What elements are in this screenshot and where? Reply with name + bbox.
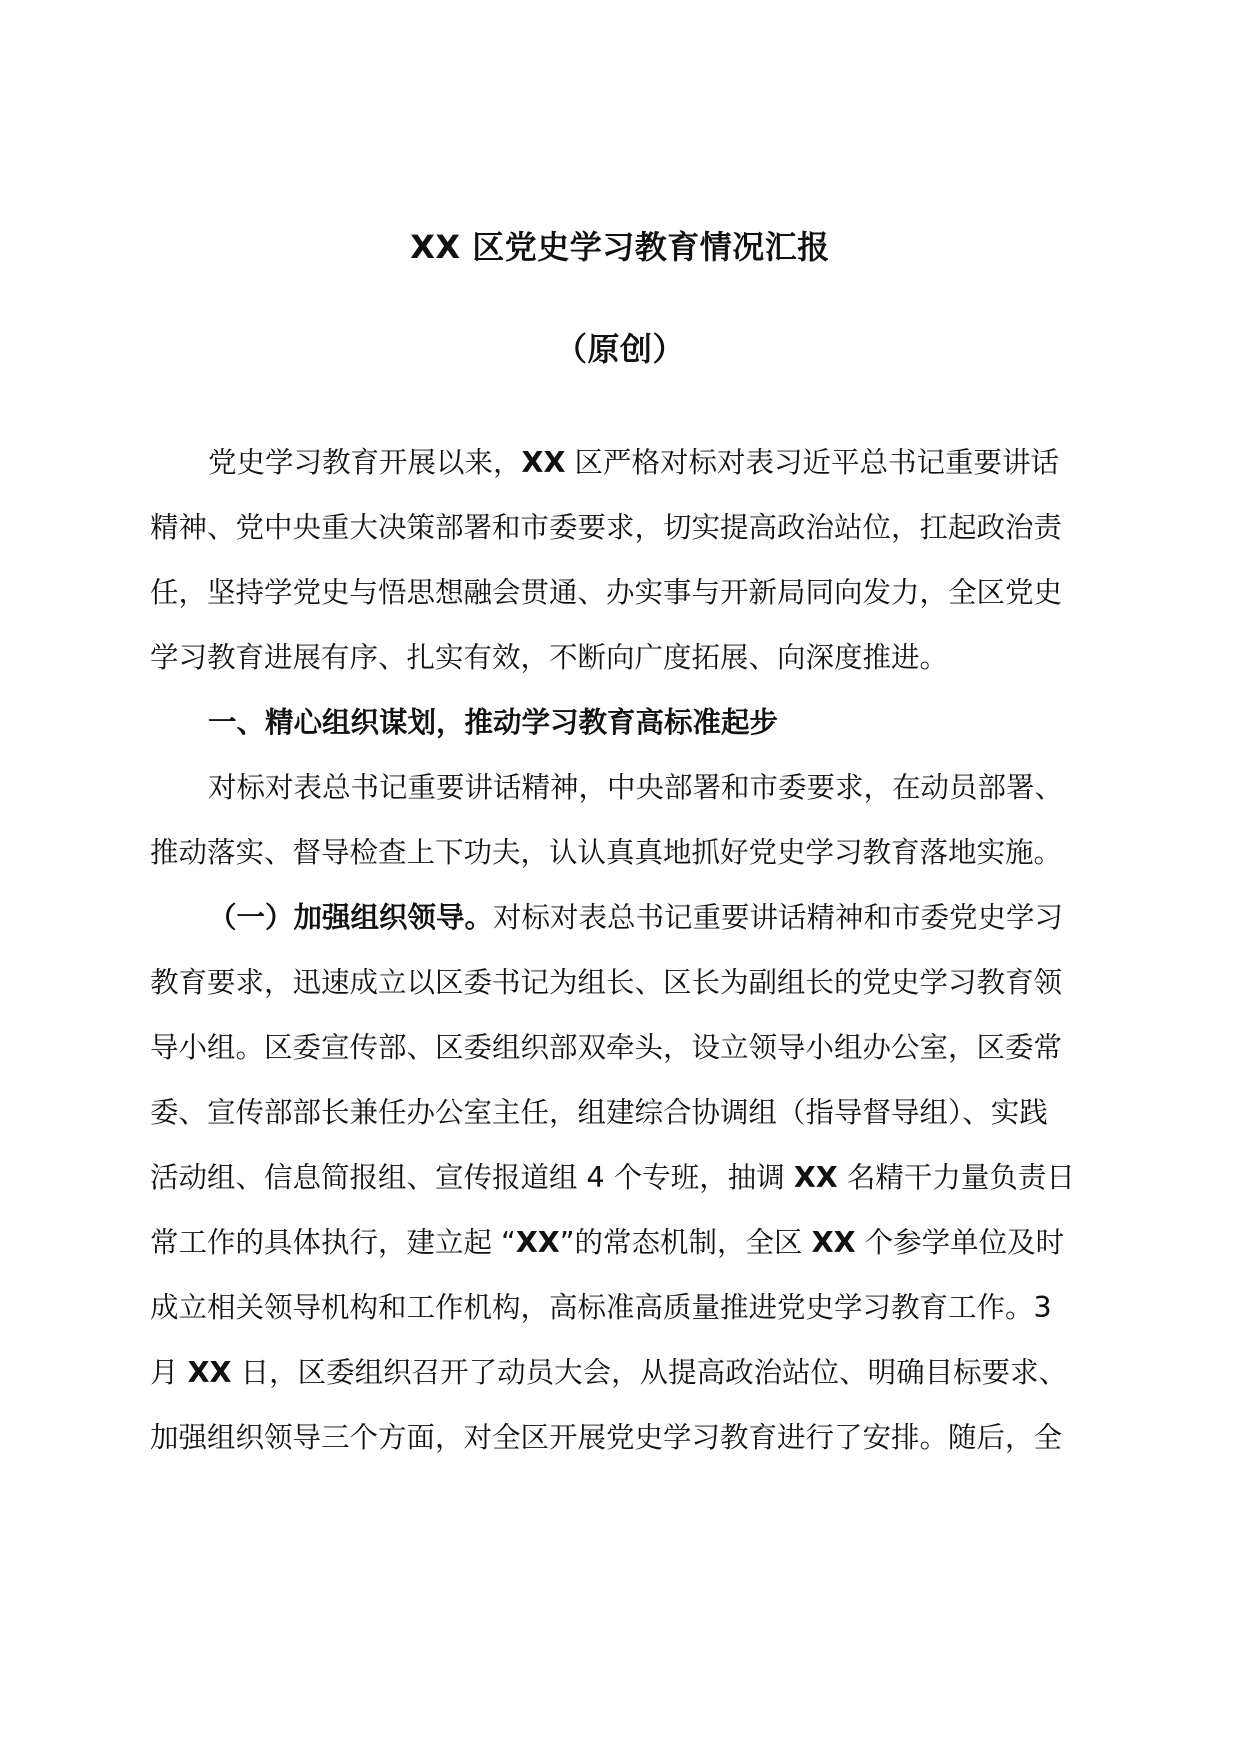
document-title: XX 区党史学习教育情况汇报: [410, 228, 830, 266]
text-segment: 区严格对标对表习近平总书记重要讲话: [565, 446, 1060, 479]
bold-text-segment: （一）加强组织领导。: [208, 901, 494, 934]
text-segment: 学习教育进展有序、扎实有效，不断向广度拓展、向深度推进。: [150, 641, 949, 674]
body-line: [150, 755, 1090, 820]
text-segment: 活动组、信息简报组、宣传报道组 4 个专班，抽调: [150, 1161, 794, 1194]
body-line: [150, 1210, 1090, 1275]
text-segment: 党史学习教育开展以来，: [208, 446, 522, 479]
text-segment: 名精干力量负责日: [837, 1161, 1075, 1194]
body-line: [150, 1405, 1090, 1470]
text-segment: 常工作的具体执行，建立起 “: [150, 1226, 516, 1259]
body-line: [150, 1340, 1090, 1405]
text-segment: 对标对表总书记重要讲话精神和市委党史学习: [493, 901, 1064, 934]
body-line: [150, 1275, 1090, 1340]
bold-text-segment: XX: [187, 1356, 232, 1389]
document-subtitle: （原创）: [554, 330, 685, 368]
bold-text-segment: XX: [793, 1161, 838, 1194]
body-line: [150, 1015, 1090, 1080]
text-segment: 教育要求，迅速成立以区委书记为组长、区长为副组长的党史学习教育领: [150, 966, 1063, 999]
bold-text-segment: XX: [515, 1226, 560, 1259]
text-segment: 月: [150, 1356, 188, 1389]
body-line: [150, 1145, 1090, 1210]
body-line: [150, 430, 1090, 495]
text-segment: 精神、党中央重大决策部署和市委要求，切实提高政治站位，扛起政治责: [150, 511, 1063, 544]
body-line: [150, 495, 1090, 560]
text-segment: 加强组织领导三个方面，对全区开展党史学习教育进行了安排。随后，全: [150, 1421, 1063, 1454]
body-line: [150, 1080, 1090, 1145]
bold-text-segment: 一、精心组织谋划，推动学习教育高标准起步: [208, 706, 779, 739]
text-segment: 个参学单位及时: [855, 1226, 1065, 1259]
body-line: [150, 690, 1090, 755]
text-segment: 委、宣传部部长兼任办公室主任，组建综合协调组（指导督导组）、实践: [150, 1096, 1048, 1129]
body-line: [150, 885, 1090, 950]
bold-text-segment: XX: [521, 446, 566, 479]
text-segment: 成立相关领导机构和工作机构，高标准高质量推进党史学习教育工作。3: [150, 1291, 1052, 1324]
text-segment: 对标对表总书记重要讲话精神，中央部署和市委要求，在动员部署、: [208, 771, 1064, 804]
body-line: [150, 820, 1090, 885]
text-segment: 推动落实、督导检查上下功夫，认认真真地抓好党史学习教育落地实施。: [150, 836, 1063, 869]
text-segment: 任，坚持学党史与悟思想融会贯通、办实事与开新局同向发力，全区党史: [150, 576, 1063, 609]
body-line: [150, 625, 1090, 690]
bold-text-segment: XX: [811, 1226, 856, 1259]
body-line: [150, 950, 1090, 1015]
text-segment: ”的常态机制，全区: [559, 1226, 812, 1259]
body-line: [150, 560, 1090, 625]
text-segment: 导小组。区委宣传部、区委组织部双牵头，设立领导小组办公室，区委常: [150, 1031, 1063, 1064]
text-segment: 日，区委组织召开了动员大会，从提高政治站位、明确目标要求、: [231, 1356, 1068, 1389]
document-body: [150, 430, 1090, 1470]
